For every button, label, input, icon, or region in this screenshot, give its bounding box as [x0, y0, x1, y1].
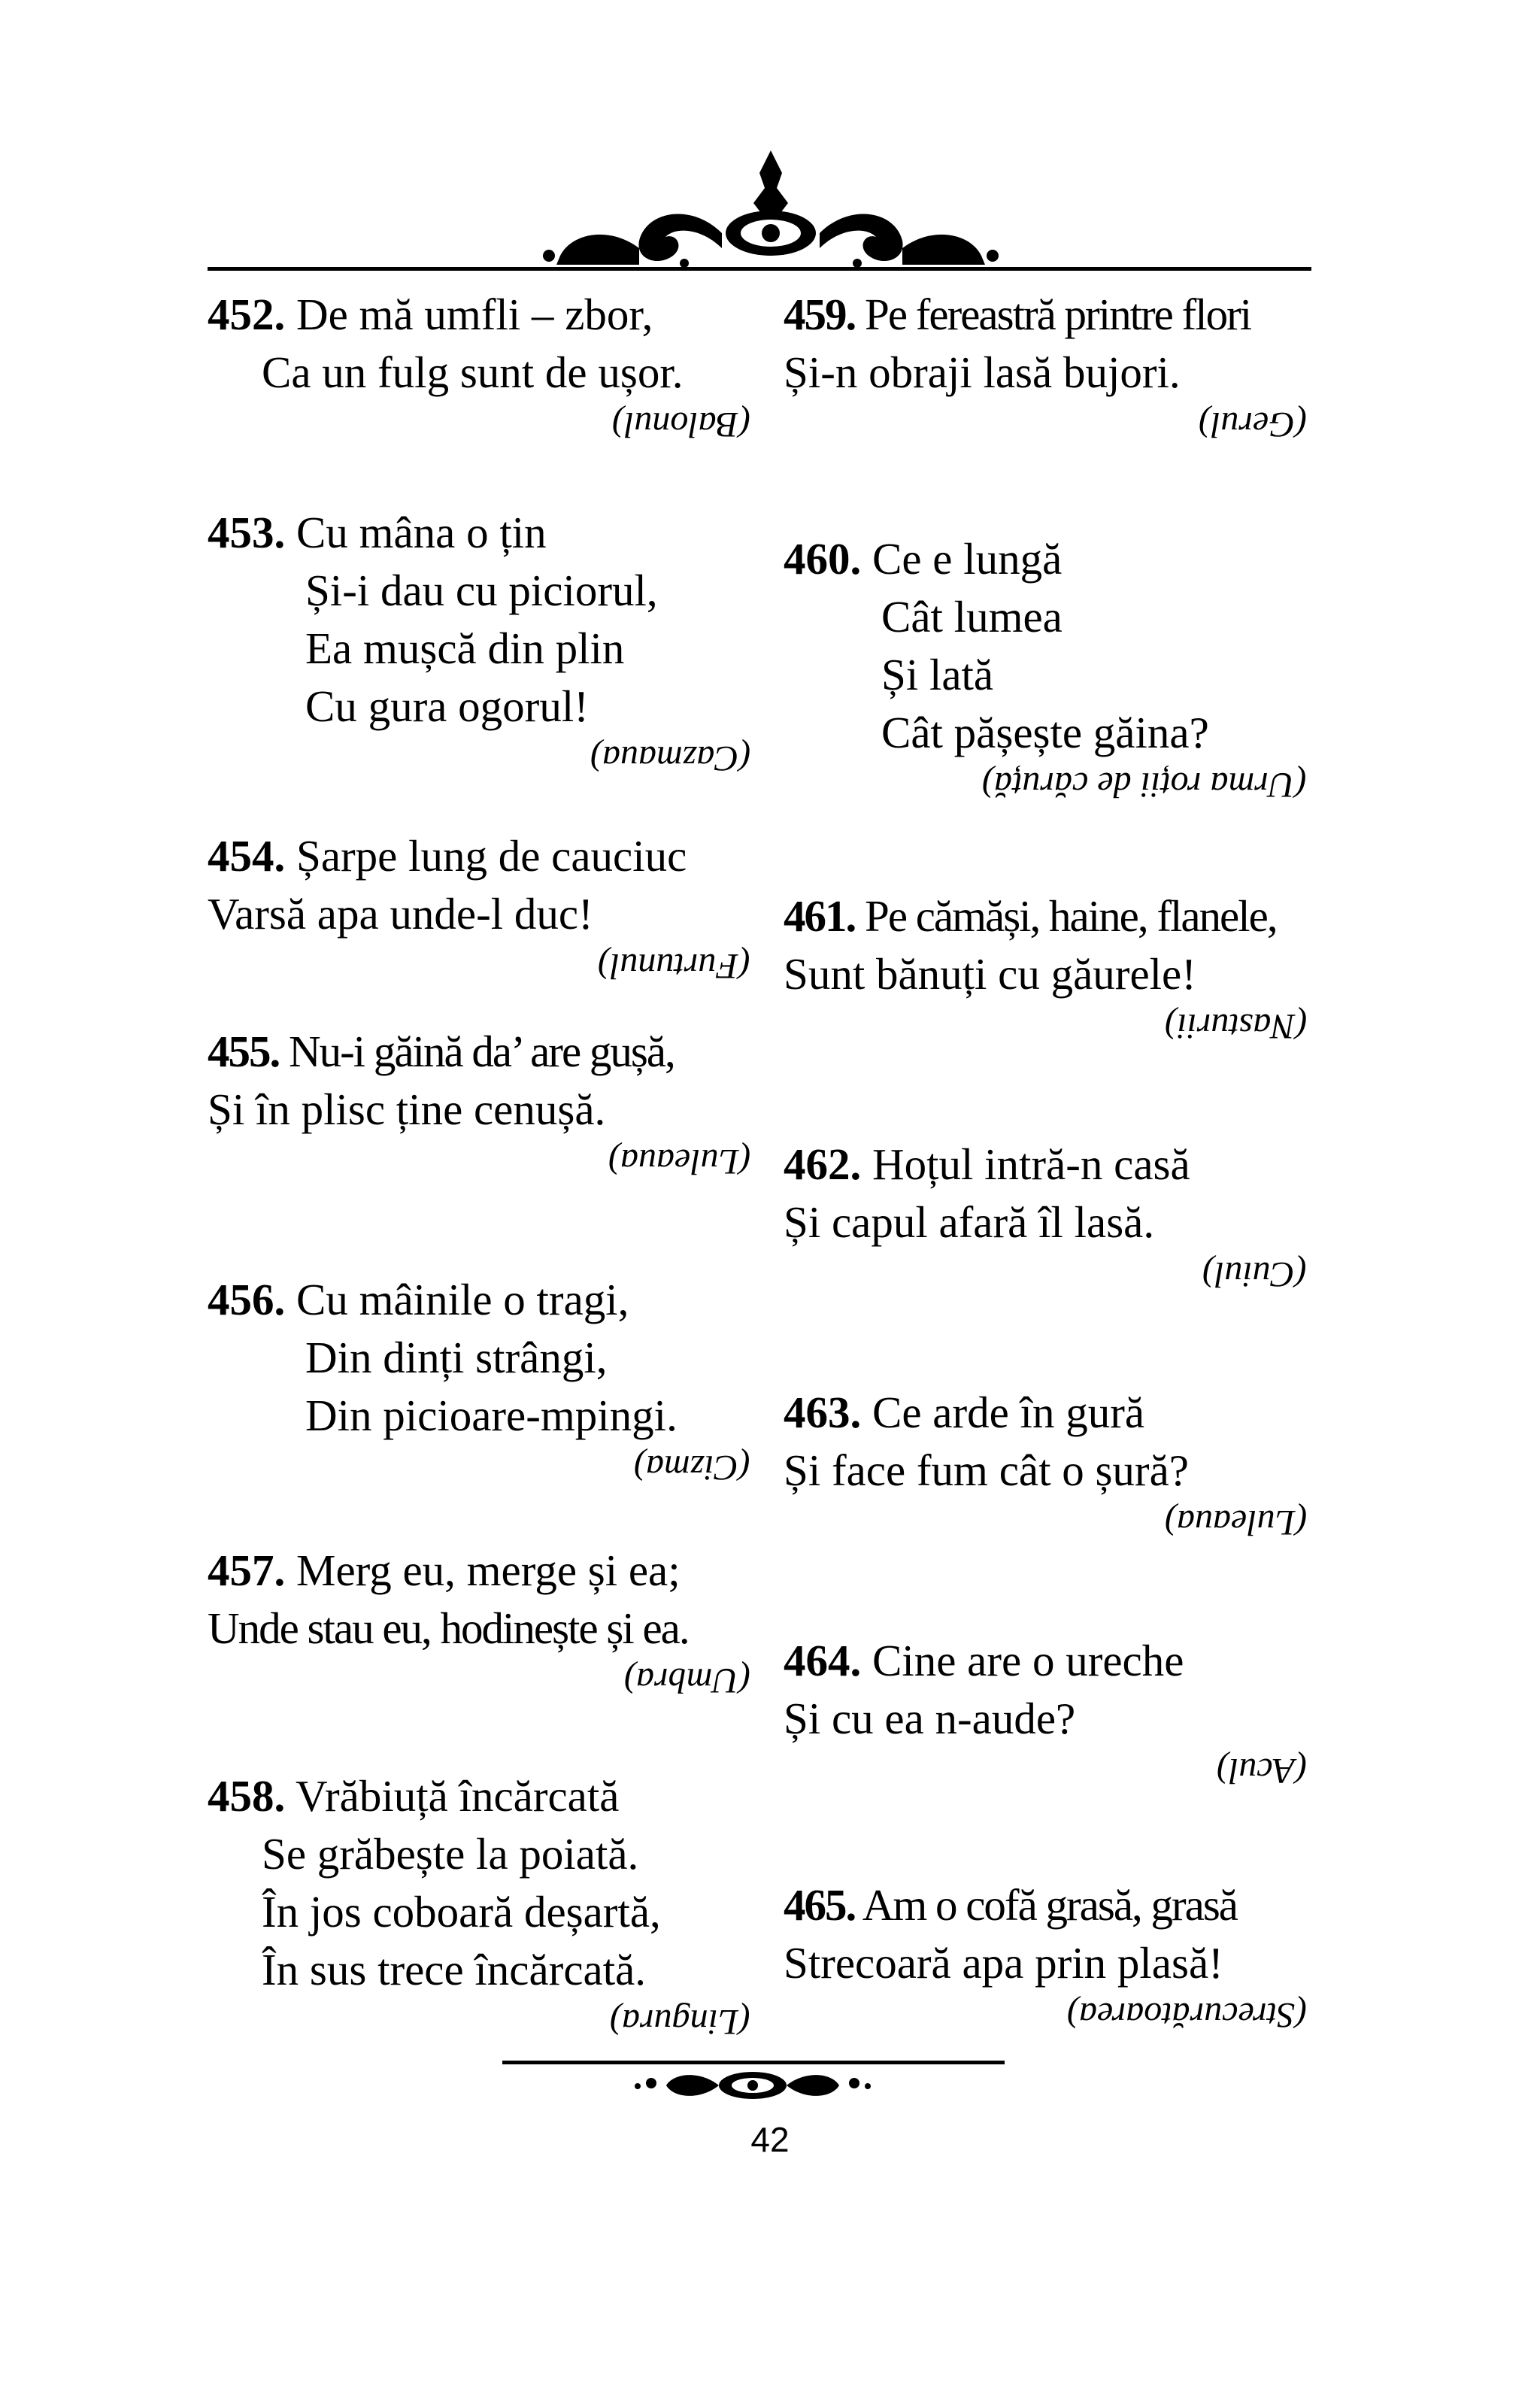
page-number: 42	[750, 2120, 790, 2159]
riddle-number: 452.	[208, 290, 286, 339]
riddle-line: De mă umfli – zbor,	[296, 290, 653, 339]
riddle-line: Nu-i găină da’ are gușă,	[289, 1027, 675, 1076]
riddle-line: Cât pășește găina?	[881, 708, 1209, 757]
riddle-number: 454.	[208, 831, 286, 881]
header-ornament-icon	[526, 143, 1015, 271]
header-rule	[208, 267, 1311, 271]
riddle-answer: (Luleaua)	[1164, 1503, 1307, 1542]
riddle-line: Și face fum cât o șură?	[784, 1445, 1189, 1495]
riddle-line: Strecoară apa prin plasă!	[784, 1938, 1223, 1988]
riddle-answer: (Cazmaua)	[590, 739, 750, 778]
riddle-463	[784, 1384, 1313, 1545]
riddle-answer: (Strecurătoarea)	[1066, 1995, 1307, 2035]
riddle-line: Ca un fulg sunt de ușor.	[262, 347, 684, 397]
riddle-line: Cu mâinile o tragi,	[296, 1275, 629, 1324]
riddle-answer: (Cuiul)	[1202, 1254, 1307, 1294]
riddle-line: Șarpe lung de cauciuc	[296, 831, 687, 881]
riddle-line: Sunt bănuți cu găurele!	[784, 949, 1196, 999]
riddle-line: Și-n obraji lasă bujori.	[784, 347, 1181, 397]
riddle-number: 461.	[784, 891, 856, 941]
riddle-line: Din dinți strângi,	[305, 1333, 608, 1382]
riddle-line: Merg eu, merge și ea;	[296, 1545, 681, 1595]
riddle-line: Și lată	[881, 650, 994, 699]
riddle-number: 455.	[208, 1027, 280, 1076]
riddle-454	[208, 827, 756, 988]
riddle-number: 464.	[784, 1636, 862, 1685]
riddle-line: Ea mușcă din plin	[305, 623, 625, 673]
riddle-460	[784, 530, 1313, 807]
riddle-line: Și în plisc ține cenușă.	[208, 1084, 606, 1134]
riddle-461	[784, 887, 1313, 1048]
riddle-line: Varsă apa unde-l duc!	[208, 889, 593, 939]
riddle-line: Hoțul intră-n casă	[872, 1139, 1190, 1189]
riddle-number: 460.	[784, 534, 862, 584]
riddle-number: 456.	[208, 1275, 286, 1324]
riddle-452	[208, 286, 756, 447]
riddle-line: Ce arde în gură	[872, 1388, 1145, 1437]
riddle-line: Am o cofă grasă, grasă	[862, 1880, 1237, 1930]
riddle-line: Și capul afară îl lasă.	[784, 1197, 1155, 1247]
riddle-458	[208, 1767, 756, 2044]
riddle-number: 459.	[784, 290, 856, 339]
riddle-line: Pe cămăși, haine, flanele,	[865, 891, 1277, 941]
riddle-457	[208, 1542, 756, 1703]
riddle-number: 462.	[784, 1139, 862, 1189]
riddle-459	[784, 286, 1313, 447]
riddle-answer: (Urma roții de căruță)	[982, 765, 1307, 805]
riddle-line: Cine are o ureche	[872, 1636, 1184, 1685]
riddle-line: Cu mâna o țin	[296, 508, 547, 557]
riddle-line: Și cu ea n-aude?	[784, 1694, 1076, 1743]
riddle-line: Ce e lungă	[872, 534, 1063, 584]
riddle-number: 465.	[784, 1880, 856, 1930]
riddle-answer: (Furtunul)	[598, 946, 750, 986]
riddle-line: Unde stau eu, hodinește și ea.	[208, 1603, 689, 1653]
riddle-line: Pe fereastră printre flori	[865, 290, 1251, 339]
footer-ornament-icon	[629, 2067, 877, 2104]
riddle-line: În jos coboară deșartă,	[262, 1887, 661, 1937]
riddle-answer: (Acul)	[1217, 1751, 1307, 1791]
riddle-number: 457.	[208, 1545, 286, 1595]
riddle-455	[208, 1023, 756, 1184]
riddle-line: Se grăbește la poiată.	[262, 1829, 639, 1879]
riddle-answer: (Balonul)	[612, 405, 750, 444]
riddle-462	[784, 1136, 1313, 1297]
riddle-number: 463.	[784, 1388, 862, 1437]
riddle-line: Și-i dau cu piciorul,	[305, 566, 658, 615]
riddle-answer: (Lingura)	[610, 2002, 750, 2042]
riddle-answer: (Umbra)	[624, 1661, 750, 1700]
riddle-456	[208, 1271, 756, 1490]
riddle-453	[208, 504, 756, 781]
riddle-answer: (Cizma)	[634, 1448, 750, 1488]
riddle-465	[784, 1876, 1313, 2037]
footer-rule	[502, 2061, 1005, 2064]
riddle-answer: (Gerul)	[1199, 405, 1307, 444]
riddle-line: Din picioare-mpingi.	[305, 1391, 678, 1440]
riddle-number: 458.	[208, 1771, 286, 1821]
riddle-line: În sus trece încărcată.	[262, 1945, 647, 1994]
riddle-line: Cât lumea	[881, 592, 1063, 641]
riddle-answer: (Luleaua)	[608, 1142, 750, 1181]
riddle-line: Cu gura ogorul!	[305, 681, 589, 731]
riddle-464	[784, 1632, 1313, 1793]
riddle-number: 453.	[208, 508, 286, 557]
riddle-answer: (Nasturii)	[1164, 1006, 1307, 1046]
riddle-line: Vrăbiuță încărcată	[295, 1771, 620, 1821]
